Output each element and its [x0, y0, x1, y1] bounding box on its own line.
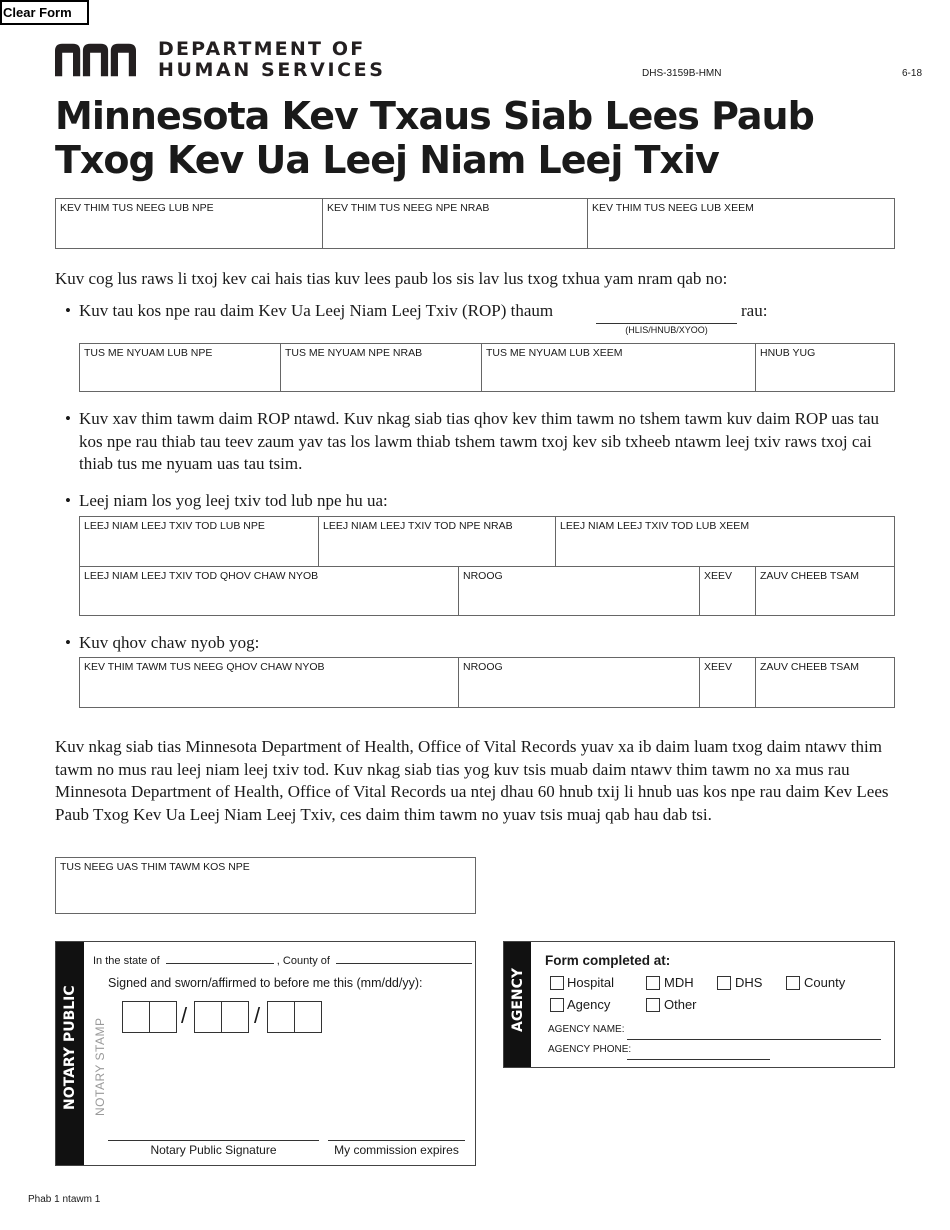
agency-phone-label: AGENCY PHONE:: [548, 1044, 632, 1055]
notary-band: [56, 942, 84, 1165]
date-year-digit-2[interactable]: [294, 1001, 322, 1033]
agency-name-label: AGENCY NAME:: [548, 1024, 625, 1035]
agency-band: [504, 942, 531, 1067]
notary-band-label: NOTARY PUBLIC: [62, 985, 78, 1110]
bullet1-prefix: Kuv tau kos npe rau daim Kev Ua Leej Niam Leej Txiv (ROP) thaum: [79, 301, 554, 320]
page-footer: Phab 1 ntawm 1: [28, 1194, 101, 1205]
commission-expires-label: My commission expires: [334, 1143, 459, 1157]
county-checkbox[interactable]: [786, 976, 800, 990]
notary-county-prefix: , County of: [276, 955, 330, 967]
other-parent-first-name-field[interactable]: LEEJ NIAM LEEJ TXIV TOD LUB NPE: [84, 520, 265, 532]
other-parent-address-field[interactable]: LEEJ NIAM LEEJ TXIV TOD QHOV CHAW NYOB: [84, 570, 319, 582]
notary-signature-input[interactable]: [108, 1140, 319, 1141]
applicant-name-row: [55, 198, 895, 249]
logo-line2: HUMAN SERVICES: [158, 59, 386, 81]
dhs-checkbox[interactable]: [717, 976, 731, 990]
child-row: [79, 343, 895, 392]
date-day-digit-1[interactable]: [194, 1001, 222, 1033]
other-parent-middle-name-field[interactable]: LEEJ NIAM LEEJ TXIV TOD NPE NRAB: [318, 517, 555, 566]
child-first-name-field[interactable]: TUS ME NYUAM LUB NPE: [84, 347, 213, 359]
revoker-signature-box: [55, 857, 476, 914]
notary-state-input[interactable]: [166, 954, 274, 964]
notary-county-input[interactable]: [336, 954, 472, 964]
other-parent-city-field[interactable]: NROOG: [458, 567, 699, 615]
bullet3-text: Leej niam los yog leej txiv tod lub npe hu ua:: [79, 491, 388, 510]
revoker-address-field[interactable]: KEV THIM TAWM TUS NEEG QHOV CHAW NYOB: [84, 661, 325, 673]
bullet2-text: Kuv xav thim tawm daim ROP ntawd. Kuv nkag siab tias qhov kev thim tawm no tshem tawm kuv daim ROP uas tau kos npe rau thiab tau teev zaum yav tas los lawm thiab tshem tawm txoj kev sib txheeb ntawm leej txiv raws txoj cai thiab tus me nyuam uas tau tsim.: [79, 409, 880, 473]
date-separator: /: [254, 1003, 261, 1028]
bullet-dot: •: [65, 633, 71, 652]
agency-checkbox[interactable]: [550, 998, 564, 1012]
form-code: DHS-3159B-HMN: [642, 68, 722, 79]
bullet-dot: •: [65, 491, 71, 510]
revoker-address-row: [79, 657, 895, 708]
hospital-label: Hospital: [567, 975, 614, 990]
revoker-state-field[interactable]: XEEV: [699, 658, 755, 707]
applicant-first-name-field[interactable]: KEV THIM TUS NEEG LUB NPE: [60, 202, 214, 214]
agency-label: Agency: [567, 997, 611, 1012]
applicant-middle-name-field[interactable]: KEV THIM TUS NEEG NPE NRAB: [322, 199, 587, 248]
child-birthdate-field[interactable]: HNUB YUG: [755, 344, 894, 391]
agency-band-label: AGENCY: [510, 967, 526, 1032]
other-parent-row2: [79, 566, 895, 616]
child-last-name-field[interactable]: TUS ME NYUAM LUB XEEM: [481, 344, 755, 391]
revoker-signature-field[interactable]: TUS NEEG UAS THIM TAWM KOS NPE: [60, 861, 250, 873]
vital-records-paragraph: Kuv nkag siab tias Minnesota Department of Health, Office of Vital Records yuav xa ib daim luam txog daim ntawv thim tawm no mus rau leej niam leej txiv tod. Kuv nkag siab tias yog kuv tsis muab daim ntawv thim tawm no xa mus rau Minnesota Department of Health, Office of Vital Records ua ntej dhau 60 hnub txij li hnub uas kos npe rau daim Kev Lees Paub Txog Kev Ua Leej Niam Leej Txiv, ces daim thim tawm no yuav tsis muaj qab hau dab tsi.: [55, 737, 889, 824]
child-middle-name-field[interactable]: TUS ME NYUAM NPE NRAB: [280, 344, 481, 391]
notary-signature-label: Notary Public Signature: [150, 1143, 277, 1157]
agency-phone-input[interactable]: [627, 1059, 770, 1060]
other-label: Other: [664, 997, 697, 1012]
hospital-checkbox[interactable]: [550, 976, 564, 990]
notary-state-prefix: In the state of: [93, 955, 160, 967]
revoker-zip-field[interactable]: ZAUV CHEEB TSAM: [755, 658, 894, 707]
clear-form-button[interactable]: Clear Form: [0, 0, 89, 25]
logo-line1: DEPARTMENT OF: [158, 38, 366, 60]
notary-section: [55, 941, 476, 1166]
page-title: Minnesota Kev Txaus Siab Lees Paub Txog Kev Ua Leej Niam Leej Txiv: [55, 94, 814, 182]
other-parent-zip-field[interactable]: ZAUV CHEEB TSAM: [755, 567, 894, 615]
date-separator: /: [181, 1003, 188, 1028]
bullet4-text: Kuv qhov chaw nyob yog:: [79, 633, 260, 652]
other-parent-row1: [79, 516, 895, 567]
other-checkbox[interactable]: [646, 998, 660, 1012]
applicant-last-name-field[interactable]: KEV THIM TUS NEEG LUB XEEM: [587, 199, 894, 248]
notary-stamp-label: NOTARY STAMP: [93, 1017, 107, 1116]
bullet1-suffix: rau:: [741, 301, 768, 320]
date-year-digit-1[interactable]: [267, 1001, 295, 1033]
agency-name-input[interactable]: [627, 1039, 881, 1040]
date-month-digit-2[interactable]: [149, 1001, 177, 1033]
revoker-city-field[interactable]: NROOG: [458, 658, 699, 707]
form-date: 6-18: [902, 68, 923, 79]
commission-expires-input[interactable]: [328, 1140, 465, 1141]
notary-state-line: [93, 954, 472, 967]
notary-sworn-text: Signed and sworn/affirmed to before me this (mm/dd/yy):: [108, 976, 423, 990]
rop-date-label: (HLIS/HNUB/XYOO): [625, 325, 708, 335]
date-month-digit-1[interactable]: [122, 1001, 150, 1033]
date-day-digit-2[interactable]: [221, 1001, 249, 1033]
county-label: County: [804, 975, 846, 990]
mdh-label: MDH: [664, 975, 694, 990]
mdh-checkbox[interactable]: [646, 976, 660, 990]
agency-section: [503, 941, 895, 1068]
form-completed-heading: Form completed at:: [545, 953, 671, 968]
intro-text: Kuv cog lus raws li txoj kev cai hais tias kuv lees paub los sis lav lus txog txhua yam nram qab no:: [55, 269, 728, 288]
bullet-dot: •: [65, 301, 71, 320]
other-parent-last-name-field[interactable]: LEEJ NIAM LEEJ TXIV TOD LUB XEEM: [555, 517, 894, 566]
bullet-dot: •: [65, 409, 71, 428]
dhs-label: DHS: [735, 975, 763, 990]
dhs-logo-icon: [55, 40, 145, 80]
other-parent-state-field[interactable]: XEEV: [699, 567, 755, 615]
rop-date-input[interactable]: [596, 323, 737, 324]
logo-text: [158, 39, 386, 81]
